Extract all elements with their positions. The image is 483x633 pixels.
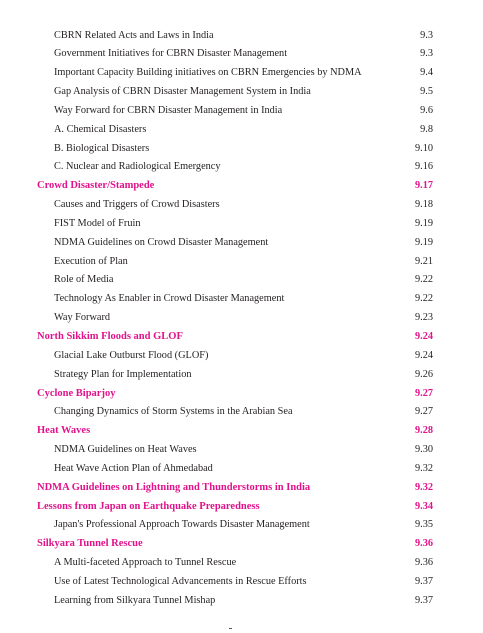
toc-entry-page-number: 9.26 bbox=[414, 368, 433, 380]
toc-entry-title: North Sikkim Floods and GLOF bbox=[37, 331, 183, 342]
toc-entry-title: Technology As Enabler in Crowd Disaster Management bbox=[54, 293, 285, 305]
toc-entry-title: Lessons from Japan on Earthquake Preparedness bbox=[37, 500, 260, 512]
toc-entry-page-number: 9.27 bbox=[414, 406, 433, 418]
toc-entry[interactable] bbox=[0, 140, 483, 159]
toc-entry[interactable] bbox=[0, 347, 483, 366]
toc-entry-page-number: 9.24 bbox=[414, 349, 433, 361]
toc-entry-title: Japan's Professional Approach Towards Disaster Management bbox=[54, 519, 310, 531]
toc-entry[interactable] bbox=[0, 271, 483, 290]
toc-entry[interactable] bbox=[0, 309, 483, 328]
toc-entry-page-number: 9.4 bbox=[420, 67, 433, 79]
toc-entry[interactable] bbox=[0, 516, 483, 535]
toc-entry[interactable] bbox=[0, 234, 483, 253]
toc-section-heading[interactable] bbox=[0, 498, 483, 517]
toc-entry-title: Important Capacity Building initiatives on CBRN Emergencies by NDMA bbox=[54, 67, 362, 79]
toc-entry-title: NDMA Guidelines on Heat Waves bbox=[54, 444, 197, 456]
toc-entry-title: Strategy Plan for Implementation bbox=[54, 368, 192, 380]
toc-entry[interactable] bbox=[0, 573, 483, 592]
toc-section-heading[interactable] bbox=[0, 479, 483, 498]
toc-entry-page-number: 9.18 bbox=[414, 199, 433, 211]
toc-entry[interactable] bbox=[0, 253, 483, 272]
table-of-contents bbox=[0, 27, 483, 611]
toc-entry-page-number: 9.28 bbox=[414, 425, 433, 437]
toc-entry-title: A Multi-faceted Approach to Tunnel Rescue bbox=[54, 557, 237, 569]
toc-entry-title: Glacial Lake Outburst Flood (GLOF) bbox=[54, 349, 209, 361]
toc-entry-title: FIST Model of Fruin bbox=[54, 217, 141, 229]
toc-entry-page-number: 9.8 bbox=[420, 123, 433, 135]
toc-entry-page-number: 9.5 bbox=[420, 86, 433, 98]
toc-entry-page-number: 9.21 bbox=[414, 255, 433, 267]
toc-entry-page-number: 9.17 bbox=[414, 180, 433, 192]
toc-entry-page-number: 9.24 bbox=[414, 331, 433, 342]
toc-entry-page-number: 9.34 bbox=[414, 500, 433, 512]
toc-entry-page-number: 9.6 bbox=[420, 104, 433, 116]
toc-entry-page-number: 9.37 bbox=[414, 575, 433, 587]
toc-entry[interactable] bbox=[0, 64, 483, 83]
toc-entry-page-number: 9.36 bbox=[414, 557, 433, 569]
toc-entry[interactable] bbox=[0, 83, 483, 102]
toc-entry-page-number: 9.32 bbox=[414, 481, 433, 493]
toc-entry-title: Gap Analysis of CBRN Disaster Management System in India bbox=[54, 86, 311, 98]
toc-entry-page-number: 9.3 bbox=[420, 29, 433, 41]
toc-entry-title: Government Initiatives for CBRN Disaster Management bbox=[54, 48, 288, 60]
toc-entry-page-number: 9.27 bbox=[414, 387, 433, 399]
toc-entry-title: Role of Media bbox=[54, 274, 114, 286]
toc-entry[interactable] bbox=[0, 403, 483, 422]
toc-entry[interactable] bbox=[0, 158, 483, 177]
toc-entry-title: B. Biological Disasters bbox=[54, 142, 150, 154]
toc-section-heading[interactable] bbox=[0, 422, 483, 441]
toc-entry-title: Way Forward bbox=[54, 312, 111, 324]
toc-entry-title: NDMA Guidelines on Lightning and Thunderstorms in India bbox=[37, 481, 311, 493]
toc-entry-title: NDMA Guidelines on Crowd Disaster Management bbox=[54, 236, 269, 248]
toc-entry-title: Execution of Plan bbox=[54, 255, 128, 267]
toc-entry[interactable] bbox=[0, 290, 483, 309]
toc-entry[interactable] bbox=[0, 554, 483, 573]
toc-entry-page-number: 9.19 bbox=[414, 236, 433, 248]
page-footer-mark bbox=[229, 628, 232, 629]
toc-entry-title: Changing Dynamics of Storm Systems in the Arabian Sea bbox=[54, 406, 293, 418]
toc-section-heading[interactable] bbox=[0, 385, 483, 404]
toc-entry-title: Way Forward for CBRN Disaster Management in India bbox=[54, 104, 283, 116]
toc-entry-page-number: 9.36 bbox=[414, 538, 433, 550]
toc-section-heading[interactable] bbox=[0, 328, 483, 347]
toc-entry-title: Heat Wave Action Plan of Ahmedabad bbox=[54, 462, 213, 474]
toc-entry-page-number: 9.32 bbox=[414, 462, 433, 474]
toc-entry-page-number: 9.22 bbox=[414, 274, 433, 286]
toc-entry[interactable] bbox=[0, 45, 483, 64]
toc-section-heading[interactable] bbox=[0, 177, 483, 196]
toc-entry-page-number: 9.16 bbox=[414, 161, 433, 173]
toc-entry[interactable] bbox=[0, 215, 483, 234]
toc-entry-title: Crowd Disaster/Stampede bbox=[37, 180, 155, 192]
toc-entry-page-number: 9.19 bbox=[414, 217, 433, 229]
toc-entry-title: CBRN Related Acts and Laws in India bbox=[54, 29, 214, 41]
toc-section-heading[interactable] bbox=[0, 535, 483, 554]
toc-entry-title: Use of Latest Technological Advancements in Rescue Efforts bbox=[54, 575, 307, 587]
toc-entry-title: Cyclone Biparjoy bbox=[37, 387, 116, 399]
toc-entry-page-number: 9.22 bbox=[414, 293, 433, 305]
toc-entry-page-number: 9.10 bbox=[414, 142, 433, 154]
toc-entry[interactable] bbox=[0, 121, 483, 140]
toc-entry-title: Heat Waves bbox=[37, 425, 91, 437]
toc-entry[interactable] bbox=[0, 366, 483, 385]
toc-entry[interactable] bbox=[0, 592, 483, 611]
toc-entry-title: Causes and Triggers of Crowd Disasters bbox=[54, 199, 220, 211]
toc-entry-page-number: 9.3 bbox=[420, 48, 433, 60]
toc-entry-title: C. Nuclear and Radiological Emergency bbox=[54, 161, 221, 173]
toc-entry[interactable] bbox=[0, 196, 483, 215]
toc-entry-title: A. Chemical Disasters bbox=[54, 123, 147, 135]
toc-entry-page-number: 9.35 bbox=[414, 519, 433, 531]
toc-entry-page-number: 9.30 bbox=[414, 444, 433, 456]
toc-entry-page-number: 9.37 bbox=[414, 594, 433, 606]
toc-entry-title: Silkyara Tunnel Rescue bbox=[37, 538, 143, 550]
toc-entry[interactable] bbox=[0, 27, 483, 46]
toc-entry-title: Learning from Silkyara Tunnel Mishap bbox=[54, 594, 216, 606]
toc-entry-page-number: 9.23 bbox=[414, 312, 433, 324]
toc-entry[interactable] bbox=[0, 441, 483, 460]
toc-entry[interactable] bbox=[0, 460, 483, 479]
toc-entry[interactable] bbox=[0, 102, 483, 121]
